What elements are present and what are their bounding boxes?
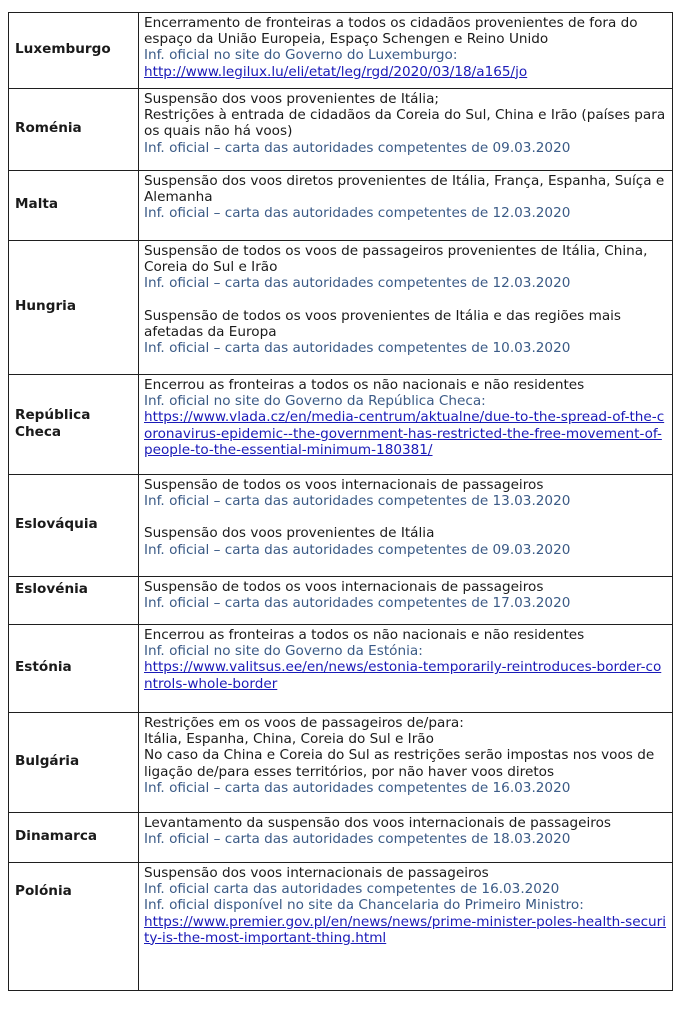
- measures-cell: [139, 171, 673, 241]
- measure-text: Restrições à entrada de cidadãos da Coreia do Sul, China e Irão (países para os quais não há voos): [144, 107, 666, 140]
- measure-text: Levantamento da suspensão dos voos internacionais de passageiros: [144, 815, 611, 831]
- measure-text: Suspensão dos voos provenientes de Itália;: [144, 91, 439, 107]
- table-row: [9, 863, 673, 991]
- measure-text: Itália, Espanha, China, Coreia do Sul e Irão: [144, 731, 434, 748]
- measure-text: Suspensão de todos os voos internacionais de passageiros: [144, 477, 544, 493]
- official-info: Inf. oficial – carta das autoridades competentes de 12.03.2020: [144, 205, 571, 222]
- spacer: [144, 292, 668, 308]
- table-row: [9, 375, 673, 475]
- table-row: [9, 813, 673, 863]
- measure-text: Suspensão dos voos provenientes de Itália: [144, 525, 435, 542]
- country-cell: República Checa: [9, 375, 139, 475]
- official-info: Inf. oficial – carta das autoridades competentes de 17.03.2020: [144, 595, 571, 612]
- country-cell: Luxemburgo: [9, 13, 139, 89]
- spacer: [144, 509, 668, 525]
- country-cell: Eslovénia: [9, 577, 139, 625]
- measure-text: Restrições em os voos de passageiros de/para:: [144, 715, 464, 731]
- country-cell: Eslováquia: [9, 475, 139, 577]
- measures-cell: [139, 475, 673, 577]
- official-info: Inf. oficial no site do Governo da Estónia:: [144, 643, 423, 660]
- measure-text: Encerramento de fronteiras a todos os cidadãos provenientes de fora do espaço da União Europeia, Espaço Schengen e Reino Unido: [144, 15, 638, 48]
- measure-text: Suspensão de todos os voos internacionais de passageiros: [144, 579, 544, 595]
- official-info: Inf. oficial – carta das autoridades competentes de 18.03.2020: [144, 831, 571, 848]
- measures-cell: [139, 375, 673, 475]
- travel-restrictions-table: [8, 12, 673, 991]
- country-cell: Polónia: [9, 863, 139, 991]
- table-row: [9, 89, 673, 171]
- official-link[interactable]: https://www.vlada.cz/en/media-centrum/aktualne/due-to-the-spread-of-the-coronavirus-epidemic--the-government-has-restricted-the-free-movement-of-people-to-the-essential-minimum-180381/: [144, 409, 665, 458]
- measure-text: Encerrou as fronteiras a todos os não nacionais e não residentes: [144, 627, 585, 643]
- measures-cell: [139, 625, 673, 713]
- official-info: Inf. oficial – carta das autoridades competentes de 09.03.2020: [144, 139, 571, 156]
- official-info: Inf. oficial – carta das autoridades competentes de 10.03.2020: [144, 340, 571, 357]
- measures-cell: [139, 813, 673, 863]
- measures-cell: [139, 13, 673, 89]
- measures-cell: [139, 241, 673, 375]
- country-cell: Hungria: [9, 241, 139, 375]
- official-info: Inf. oficial – carta das autoridades competentes de 12.03.2020: [144, 275, 571, 292]
- official-info: Inf. oficial – carta das autoridades competentes de 16.03.2020: [144, 779, 571, 796]
- table-row: [9, 171, 673, 241]
- measures-cell: [139, 863, 673, 991]
- official-info: Inf. oficial carta das autoridades competentes de 16.03.2020: [144, 881, 560, 898]
- official-info: Inf. oficial no site do Governo da República Checa:: [144, 393, 486, 410]
- official-info: Inf. oficial – carta das autoridades competentes de 13.03.2020: [144, 493, 571, 510]
- official-link[interactable]: https://www.valitsus.ee/en/news/estonia-temporarily-reintroduces-border-controls-whole-border: [144, 659, 662, 692]
- official-info: Inf. oficial disponível no site da Chancelaria do Primeiro Ministro:: [144, 897, 584, 914]
- table-row: [9, 625, 673, 713]
- table-row: [9, 475, 673, 577]
- measure-text: Suspensão de todos os voos provenientes de Itália e das regiões mais afetadas da Europa: [144, 307, 622, 340]
- measures-cell: [139, 713, 673, 813]
- table-row: [9, 577, 673, 625]
- country-cell: Dinamarca: [9, 813, 139, 863]
- country-cell: Bulgária: [9, 713, 139, 813]
- country-cell: Malta: [9, 171, 139, 241]
- table-row: [9, 13, 673, 89]
- official-info: Inf. oficial no site do Governo do Luxemburgo:: [144, 47, 458, 64]
- table-row: [9, 713, 673, 813]
- measure-text: Suspensão de todos os voos de passageiros provenientes de Itália, China, Coreia do Sul e Irão: [144, 243, 648, 276]
- measure-text: Suspensão dos voos internacionais de passageiros: [144, 865, 489, 881]
- official-info: Inf. oficial – carta das autoridades competentes de 09.03.2020: [144, 541, 571, 558]
- measures-cell: [139, 89, 673, 171]
- country-cell: Roménia: [9, 89, 139, 171]
- official-link[interactable]: https://www.premier.gov.pl/en/news/news/prime-minister-poles-health-security-is-the-most-important-thing.html: [144, 913, 667, 946]
- official-link[interactable]: http://www.legilux.lu/eli/etat/leg/rgd/2020/03/18/a165/jo: [144, 63, 528, 80]
- measures-cell: [139, 577, 673, 625]
- measure-text: No caso da China e Coreia do Sul as restrições serão impostas nos voos de ligação de/para esses territórios, por não haver voos diretos: [144, 747, 655, 780]
- measure-text: Suspensão dos voos diretos provenientes de Itália, França, Espanha, Suíça e Alemanha: [144, 173, 665, 206]
- measure-text: Encerrou as fronteiras a todos os não nacionais e não residentes: [144, 377, 585, 393]
- table-row: [9, 241, 673, 375]
- country-cell: Estónia: [9, 625, 139, 713]
